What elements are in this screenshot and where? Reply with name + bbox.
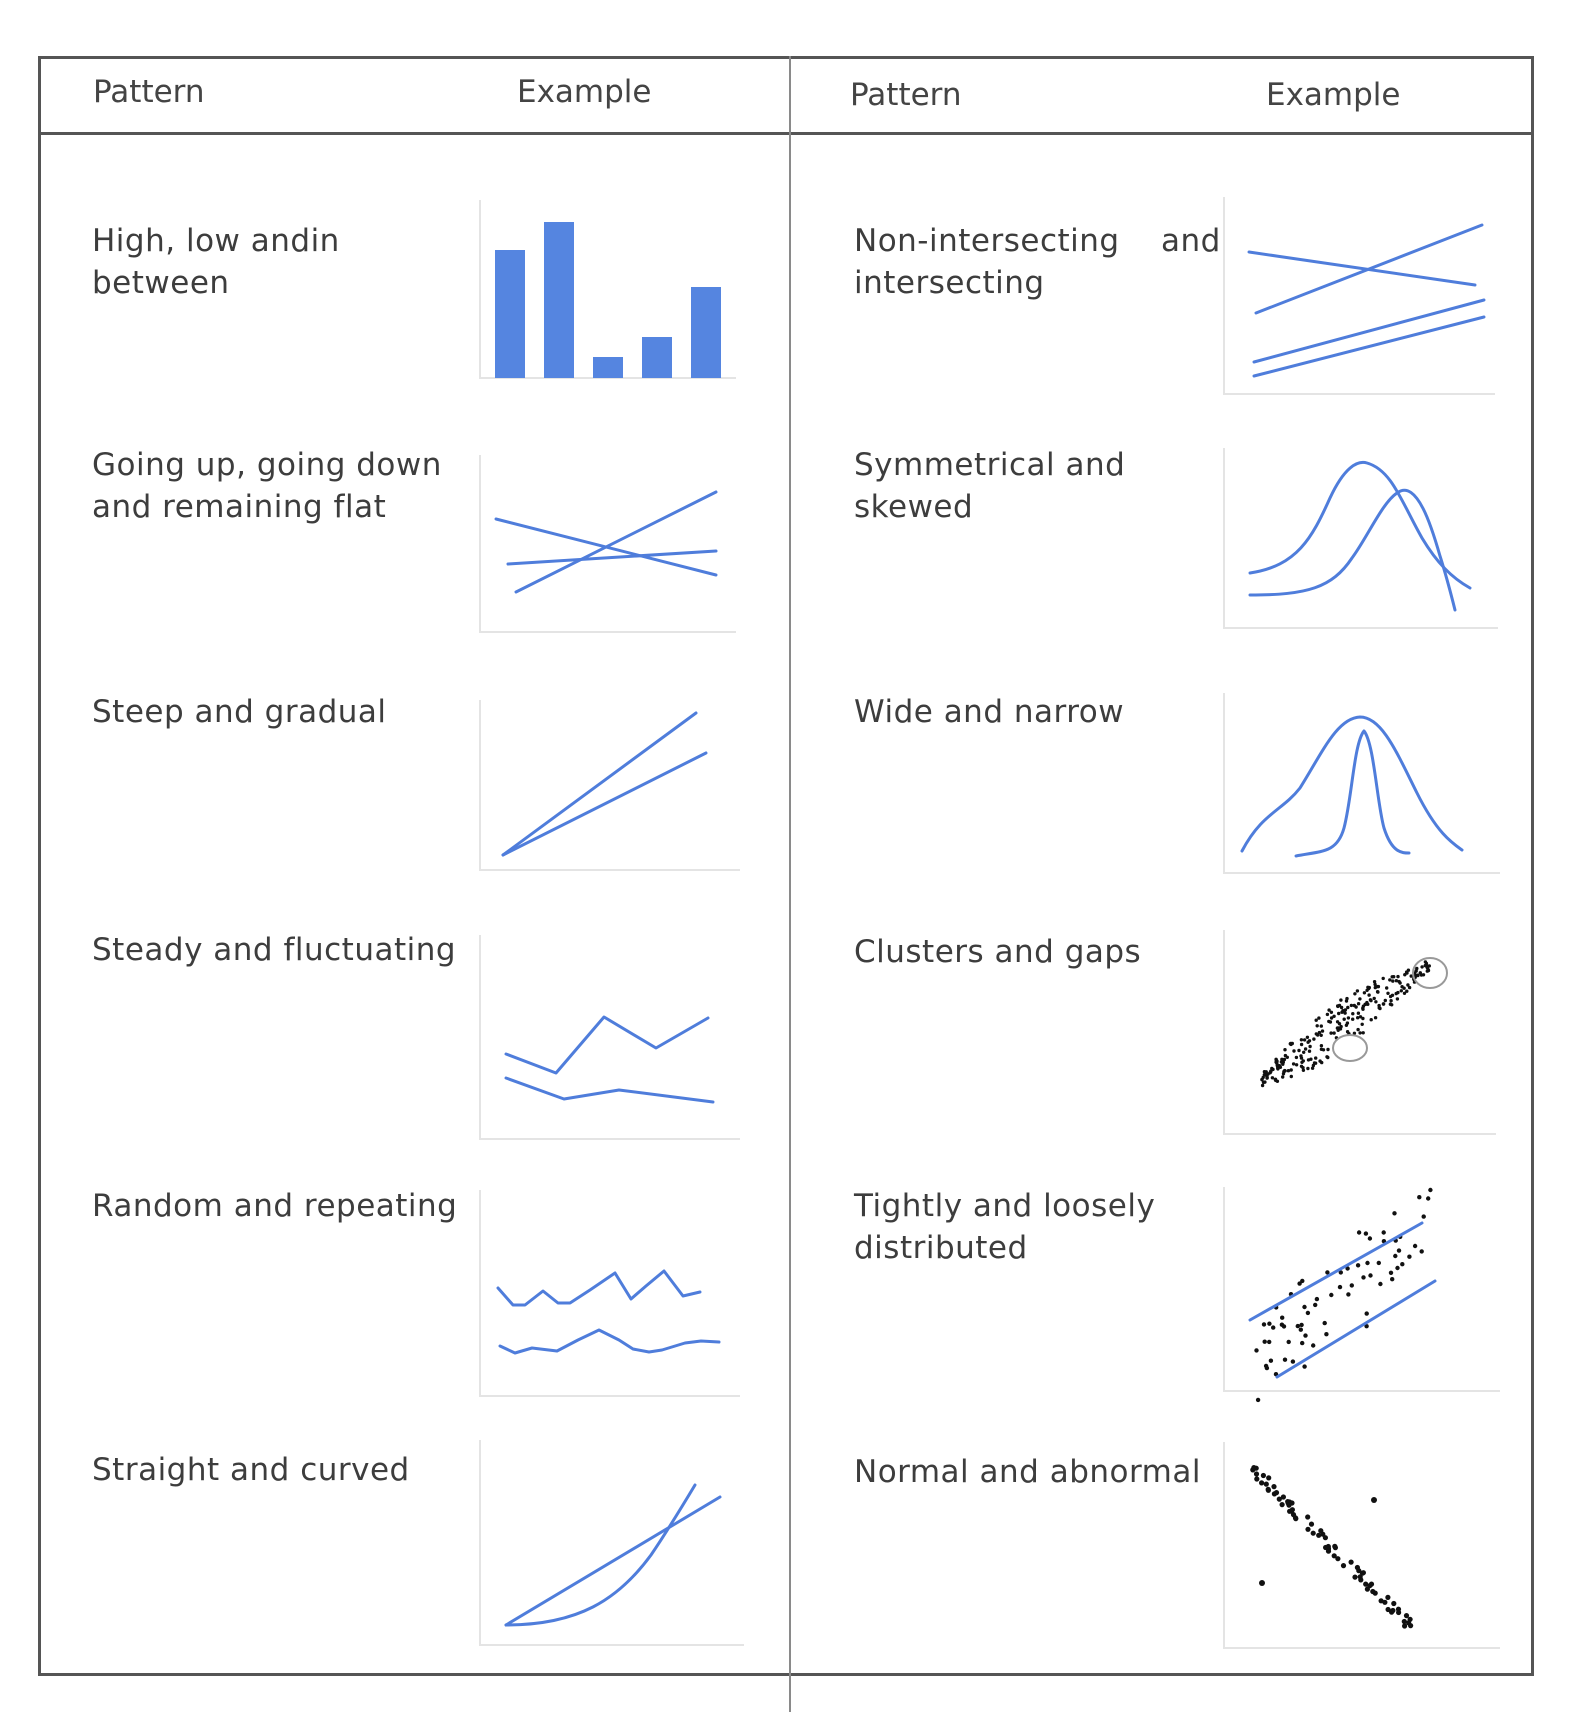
header-left-pattern: Pattern <box>93 74 205 110</box>
scatter-dot <box>1420 1249 1424 1253</box>
scatter-dot <box>1303 1333 1307 1337</box>
scatter-dot <box>1400 989 1403 992</box>
scatter-dot <box>1365 1311 1369 1315</box>
scatter-dot <box>1300 1065 1303 1068</box>
scatter-dot <box>1389 995 1392 998</box>
scatter-dot <box>1265 1076 1268 1079</box>
pattern-label-intersecting: Non-intersecting and intersecting <box>854 223 1221 301</box>
scatter-dot <box>1424 964 1427 967</box>
scatter-dot <box>1304 1047 1307 1050</box>
scatter-dot <box>1341 1563 1346 1568</box>
scatter-dot <box>1357 1230 1361 1234</box>
scatter-dot <box>1281 1075 1284 1078</box>
scatter-dot <box>1377 985 1380 988</box>
pattern-label-up-down-flat: Going up, going down and remaining flat <box>92 447 442 525</box>
scatter-dot <box>1308 1039 1311 1042</box>
scatter-dot <box>1343 1011 1346 1014</box>
scatter-dot <box>1283 1058 1286 1061</box>
scatter-dot <box>1305 1527 1310 1532</box>
scatter-dot <box>1392 975 1395 978</box>
scatter-dot <box>1351 1012 1354 1015</box>
scatter-dot <box>1324 1332 1328 1336</box>
wave-lines-icon <box>478 1190 742 1398</box>
scatter-dot <box>1302 1051 1305 1054</box>
scatter-dot <box>1263 1070 1266 1073</box>
scatter-dot <box>1353 992 1356 995</box>
scatter-dot <box>1282 1324 1286 1328</box>
scatter-dot <box>1320 1044 1323 1047</box>
scatter-dot <box>1363 991 1366 994</box>
scatter-dot <box>1289 1042 1292 1045</box>
scatter-dot <box>1357 1012 1360 1015</box>
scatter-dot <box>1283 1069 1286 1072</box>
scatter-dot <box>1367 993 1370 996</box>
scatter-dot <box>1332 1544 1337 1549</box>
scatter-dot <box>1395 992 1398 995</box>
scatter-dot <box>1313 1303 1317 1307</box>
scatter-dot <box>1254 1348 1258 1352</box>
scatter-dot <box>1374 1016 1377 1019</box>
scatter-dot <box>1326 1013 1329 1016</box>
scatter-dot <box>1332 1015 1335 1018</box>
scatter-dot <box>1259 1480 1264 1485</box>
scatter-dot <box>1353 1004 1356 1007</box>
scatter-dot <box>1263 1340 1267 1344</box>
scatter-dot <box>1416 974 1419 977</box>
scatter-dot <box>1386 1607 1391 1612</box>
scatter-dot <box>1338 1285 1342 1289</box>
scatter-dot <box>1382 1002 1385 1005</box>
spread-scatter-icon <box>1222 1187 1502 1393</box>
scatter-dot <box>1266 1475 1271 1480</box>
scatter-dot <box>1299 1323 1303 1327</box>
bell-curves-icon <box>1222 693 1502 875</box>
header-left-example: Example <box>517 74 652 110</box>
scatter-dot <box>1256 1398 1260 1402</box>
scatter-dot <box>1356 989 1359 992</box>
scatter-dot <box>1369 999 1372 1002</box>
scatter-dot <box>1336 1005 1339 1008</box>
scatter-dot <box>1407 1255 1411 1259</box>
scatter-dot <box>1396 1610 1401 1615</box>
scatter-dot <box>1327 1008 1330 1011</box>
scatter-dot <box>1323 1545 1328 1550</box>
scatter-dot <box>1347 1016 1350 1019</box>
scatter-dot <box>1361 1570 1366 1575</box>
scatter-dot <box>1405 970 1408 973</box>
scatter-dot <box>1286 1056 1289 1059</box>
scatter-dot <box>1306 1067 1309 1070</box>
scatter-dot <box>1389 999 1392 1002</box>
skewed-curves-icon <box>1222 448 1500 630</box>
scatter-dot <box>1413 1244 1417 1248</box>
pattern-label-high-low: High, low andin between <box>92 223 340 301</box>
scatter-dot <box>1382 977 1385 980</box>
pattern-label-random-repeating: Random and repeating <box>92 1188 458 1224</box>
scatter-dot <box>1329 1293 1333 1297</box>
scatter-dot <box>1251 1465 1256 1470</box>
scatter-dot <box>1386 992 1389 995</box>
pattern-label-symmetrical-skewed: Symmetrical and skewed <box>854 447 1126 525</box>
trend-lines-icon <box>478 455 738 635</box>
pattern-label-straight-curved: Straight and curved <box>92 1452 410 1488</box>
scatter-dot <box>1361 1023 1364 1026</box>
scatter-dot <box>1389 1271 1393 1275</box>
scatter-dot <box>1385 986 1388 989</box>
scatter-dot <box>1365 1587 1370 1592</box>
pattern-label-steady-fluctuating: Steady and fluctuating <box>92 932 457 968</box>
scatter-dot <box>1283 1358 1287 1362</box>
scatter-dot <box>1391 1601 1396 1606</box>
scatter-dot <box>1287 1340 1291 1344</box>
scatter-dot <box>1365 989 1368 992</box>
header-right-example: Example <box>1266 77 1401 113</box>
scatter-dot <box>1303 1038 1306 1041</box>
scatter-dot <box>1369 1582 1374 1587</box>
scatter-dot <box>1356 1568 1361 1573</box>
scatter-dot <box>1274 1490 1279 1495</box>
scatter-dot <box>1373 980 1376 983</box>
scatter-dot <box>1364 1231 1368 1235</box>
scatter-dot <box>1349 1560 1354 1565</box>
scatter-dot <box>1291 1359 1295 1363</box>
scatter-dot <box>1390 1277 1394 1281</box>
scatter-dot <box>1261 1084 1264 1087</box>
scatter-dot <box>1299 1328 1303 1332</box>
scatter-dot <box>1306 1036 1309 1039</box>
scatter-dot <box>1374 1000 1377 1003</box>
scatter-dot <box>1376 990 1379 993</box>
scatter-dot <box>1308 1045 1311 1048</box>
scatter-dot <box>1385 1595 1390 1600</box>
header-right-pattern: Pattern <box>850 77 962 113</box>
scatter-dot <box>1323 1321 1327 1325</box>
outlier-dot <box>1371 1497 1377 1503</box>
scatter-dot <box>1297 1049 1300 1052</box>
slope-lines-icon <box>478 700 742 872</box>
scatter-dot <box>1366 986 1369 989</box>
scatter-dot <box>1311 1067 1314 1070</box>
scatter-dot <box>1424 960 1427 963</box>
scatter-dot <box>1311 1343 1315 1347</box>
header-divider <box>38 132 1534 135</box>
scatter-dot <box>1402 1619 1407 1624</box>
scatter-dot <box>1269 1359 1273 1363</box>
scatter-dot <box>1261 1473 1266 1478</box>
scatter-dot <box>1264 1482 1269 1487</box>
scatter-dot <box>1337 1012 1340 1015</box>
scatter-dot <box>1397 980 1400 983</box>
scatter-dot <box>1289 1509 1294 1514</box>
scatter-dot <box>1300 1279 1304 1283</box>
scatter-dot <box>1271 1325 1275 1329</box>
scatter-dot <box>1290 1068 1293 1071</box>
scatter-dot <box>1393 1254 1397 1258</box>
scatter-dot <box>1318 1031 1321 1034</box>
scatter-dot <box>1396 997 1399 1000</box>
scatter-dot <box>1292 1049 1295 1052</box>
scatter-dot <box>1362 1031 1365 1034</box>
scatter-dot <box>1350 1283 1354 1287</box>
scatter-dot <box>1403 992 1406 995</box>
scatter-dot <box>1317 1016 1320 1019</box>
scatter-dot <box>1419 971 1422 974</box>
scatter-dot <box>1345 999 1348 1002</box>
scatter-dot <box>1311 1531 1316 1536</box>
scatter-dot <box>1336 1020 1339 1023</box>
scatter-dot <box>1343 1018 1346 1021</box>
pattern-label-clusters-gaps: Clusters and gaps <box>854 934 1142 970</box>
scatter-dot <box>1350 1004 1353 1007</box>
scatter-dot <box>1263 1080 1266 1083</box>
scatter-dot <box>1280 1502 1285 1507</box>
scatter-dot <box>1406 983 1409 986</box>
scatter-dot <box>1265 1366 1269 1370</box>
scatter-dot <box>1305 1514 1310 1519</box>
scatter-dot <box>1321 1029 1324 1032</box>
scatter-dot <box>1254 1471 1259 1476</box>
scatter-dot <box>1276 1067 1279 1070</box>
scatter-dot <box>1286 1503 1291 1508</box>
scatter-dot <box>1274 1060 1277 1063</box>
outlier-scatter-icon <box>1222 1442 1502 1650</box>
fluctuating-lines-icon <box>478 935 742 1141</box>
scatter-dot <box>1356 1263 1360 1267</box>
column-divider <box>789 56 791 1712</box>
scatter-dot <box>1300 1038 1303 1041</box>
scatter-dot <box>1388 978 1391 981</box>
scatter-dot <box>1370 1018 1373 1021</box>
scatter-dot <box>1422 1214 1426 1218</box>
scatter-dot <box>1356 1028 1359 1031</box>
scatter-dot <box>1299 1054 1302 1057</box>
scatter-dot <box>1378 1006 1381 1009</box>
scatter-dot <box>1302 1305 1306 1309</box>
scatter-dot <box>1318 1528 1323 1533</box>
scatter-dot <box>1370 1589 1375 1594</box>
scatter-dot <box>1382 1230 1386 1234</box>
scatter-dot <box>1397 1248 1401 1252</box>
intersecting-lines-icon <box>1222 197 1497 397</box>
scatter-dot <box>1395 1266 1399 1270</box>
scatter-dot <box>1309 1522 1314 1527</box>
scatter-dot <box>1374 986 1377 989</box>
scatter-dot <box>1361 1275 1365 1279</box>
scatter-dot <box>1316 1533 1321 1538</box>
scatter-dot <box>1415 967 1418 970</box>
scatter-dot <box>1307 1058 1310 1061</box>
scatter-dot <box>1320 1061 1323 1064</box>
scatter-dot <box>1352 1575 1357 1580</box>
scatter-dot <box>1392 1211 1396 1215</box>
scatter-dot <box>1295 1056 1298 1059</box>
scatter-dot <box>1314 1056 1317 1059</box>
scatter-dot <box>1314 1062 1317 1065</box>
scatter-dot <box>1408 1623 1413 1628</box>
scatter-dot <box>1270 1067 1273 1070</box>
scatter-dot <box>1339 998 1342 1001</box>
scatter-dot <box>1290 1075 1293 1078</box>
scatter-dot <box>1323 1535 1328 1540</box>
scatter-dot <box>1373 997 1376 1000</box>
cluster-scatter-icon <box>1222 930 1498 1136</box>
scatter-dot <box>1296 1324 1300 1328</box>
scatter-dot <box>1366 1003 1369 1006</box>
scatter-dot <box>1325 1055 1328 1058</box>
scatter-dot <box>1389 1003 1392 1006</box>
scatter-dot <box>1346 1292 1350 1296</box>
scatter-dot <box>1344 1008 1347 1011</box>
scatter-dot <box>1300 1043 1303 1046</box>
scatter-dot <box>1271 1076 1274 1079</box>
straight-curve-icon <box>478 1440 746 1647</box>
scatter-dot <box>1340 1006 1343 1009</box>
scatter-dot <box>1346 1021 1349 1024</box>
scatter-dot <box>1361 1008 1364 1011</box>
scatter-dot <box>1358 1031 1361 1034</box>
scatter-dot <box>1357 1002 1360 1005</box>
pattern-label-tight-loose: Tightly and loosely distributed <box>854 1188 1156 1266</box>
outlier-dot <box>1259 1580 1265 1586</box>
scatter-dot <box>1277 1497 1282 1502</box>
scatter-dot <box>1340 1011 1343 1014</box>
scatter-dot <box>1368 1273 1372 1277</box>
scatter-dot <box>1302 1069 1305 1072</box>
scatter-dot <box>1346 1006 1349 1009</box>
scatter-dot <box>1280 1060 1283 1063</box>
pattern-label-steep-gradual: Steep and gradual <box>92 694 387 730</box>
bar-chart-icon <box>478 200 738 380</box>
scatter-dot <box>1315 1297 1319 1301</box>
scatter-dot <box>1420 965 1423 968</box>
scatter-dot <box>1379 1598 1384 1603</box>
scatter-dot <box>1295 1063 1298 1066</box>
scatter-dot <box>1315 1019 1318 1022</box>
scatter-dot <box>1396 975 1399 978</box>
scatter-dot <box>1326 1048 1329 1051</box>
scatter-dot <box>1377 1261 1381 1265</box>
scatter-dot <box>1384 999 1387 1002</box>
scatter-dot <box>1266 1488 1271 1493</box>
scatter-dot <box>1427 969 1430 972</box>
scatter-dot <box>1337 1029 1340 1032</box>
scatter-dot <box>1339 1025 1342 1028</box>
scatter-dot <box>1283 1048 1286 1051</box>
scatter-dot <box>1320 1048 1323 1051</box>
scatter-dot <box>1316 1024 1319 1027</box>
pattern-label-normal-abnormal: Normal and abnormal <box>854 1454 1201 1490</box>
scatter-dot <box>1308 1050 1311 1053</box>
scatter-dot <box>1327 1020 1330 1023</box>
scatter-dot <box>1378 1282 1382 1286</box>
pattern-label-wide-narrow: Wide and narrow <box>854 694 1125 730</box>
scatter-dot <box>1302 1059 1305 1062</box>
scatter-dot <box>1351 1018 1354 1021</box>
scatter-dot <box>1426 1196 1430 1200</box>
scatter-dot <box>1329 1031 1332 1034</box>
scatter-dot <box>1417 1195 1421 1199</box>
scatter-dot <box>1335 1556 1340 1561</box>
scatter-dot <box>1332 1031 1335 1034</box>
scatter-dot <box>1292 1062 1295 1065</box>
scatter-dot <box>1315 1032 1318 1035</box>
scatter-dot <box>1271 1484 1276 1489</box>
scatter-dot <box>1368 1236 1372 1240</box>
scatter-dot <box>1262 1322 1266 1326</box>
scatter-dot <box>1300 1341 1304 1345</box>
scatter-dot <box>1306 1311 1310 1315</box>
scatter-dot <box>1267 1322 1271 1326</box>
scatter-dot <box>1359 1015 1362 1018</box>
scatter-dot <box>1302 1364 1306 1368</box>
scatter-dot <box>1390 1608 1395 1613</box>
scatter-dot <box>1320 1024 1323 1027</box>
scatter-dot <box>1267 1340 1271 1344</box>
scatter-dot <box>1274 1078 1277 1081</box>
scatter-dot <box>1400 985 1403 988</box>
scatter-dot <box>1358 997 1361 1000</box>
scatter-dot <box>1400 1262 1404 1266</box>
scatter-dot <box>1428 1188 1432 1192</box>
scatter-dot <box>1254 1476 1259 1481</box>
scatter-dot <box>1365 1261 1369 1265</box>
scatter-dot <box>1280 1316 1284 1320</box>
scatter-dot <box>1312 1037 1315 1040</box>
scatter-dot <box>1358 1577 1363 1582</box>
scatter-dot <box>1260 1078 1263 1081</box>
scatter-dot <box>1391 979 1394 982</box>
